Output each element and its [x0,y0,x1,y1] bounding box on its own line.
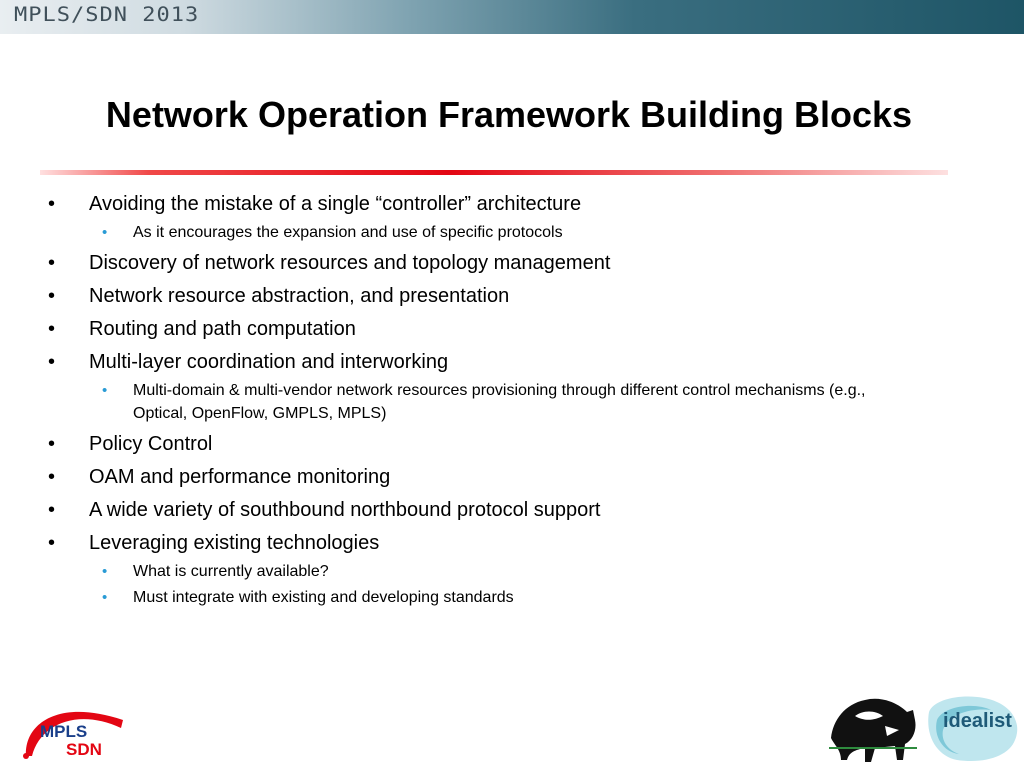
bullet-text: Discovery of network resources and topology management [89,252,611,274]
bullet-item [0,431,1024,457]
sub-bullet-item [0,379,1024,425]
sub-bullet-dot: • [102,382,108,399]
sub-bullet-item [0,221,1024,244]
bullet-text: Routing and path computation [89,318,356,340]
bullet-dot: • [48,433,56,455]
bullet-list [0,191,1024,615]
partner-logos [825,690,1024,768]
mascot-body [831,699,916,762]
slide-title: Network Operation Framework Building Blocks [105,94,913,135]
bullet-text: Leveraging existing technologies [89,532,380,554]
sub-bullet-text: Multi-domain & multi-vendor network resources provisioning through different control mechanisms (e.g., Optical, OpenFlow, GMPLS, MPLS) [133,382,866,422]
sub-bullet-text: As it encourages the expansion and use of specific protocols [133,224,563,241]
bullet-text: Network resource abstraction, and presentation [89,285,510,307]
idealist-text: idealist [943,710,1012,732]
bullet-dot: • [48,466,56,488]
bullet-dot: • [48,351,56,373]
idealist-logo [928,697,1017,761]
bullet-text: OAM and performance monitoring [89,466,391,488]
sub-bullet-item [0,586,1024,609]
bullet-item [0,316,1024,342]
mpls-sdn-logo [18,694,128,760]
bullet-dot: • [48,499,56,521]
bullet-dot: • [48,252,56,274]
sub-bullet-item [0,560,1024,583]
sub-bullet-text: What is currently available? [133,563,329,580]
bullet-text: Multi-layer coordination and interworking [89,351,449,373]
top-banner [0,0,1024,34]
mascot-logo [829,699,917,762]
bullet-text: Avoiding the mistake of a single “controller” architecture [89,193,582,215]
bullet-item [0,464,1024,490]
bullet-item [0,191,1024,217]
banner-title: MPLS/SDN 2013 [14,4,200,27]
bullet-item [0,283,1024,309]
sub-bullet-dot: • [102,224,108,241]
bullet-dot: • [48,193,56,215]
sub-bullet-dot: • [102,589,108,606]
bullet-item [0,250,1024,276]
sub-bullet-text: Must integrate with existing and developing standards [133,589,514,606]
logo-dot [23,753,29,759]
bullet-item [0,530,1024,556]
bullet-dot: • [48,318,56,340]
bullet-item [0,349,1024,375]
bullet-text: Policy Control [89,433,213,455]
sub-bullet-dot: • [102,563,108,580]
bullet-item [0,497,1024,523]
title-divider [40,170,948,175]
bullet-dot: • [48,285,56,307]
logo-text-mpls: MPLS [40,722,88,741]
logo-text-sdn: SDN [66,740,102,759]
bullet-dot: • [48,532,56,554]
bullet-text: A wide variety of southbound northbound protocol support [89,499,601,521]
